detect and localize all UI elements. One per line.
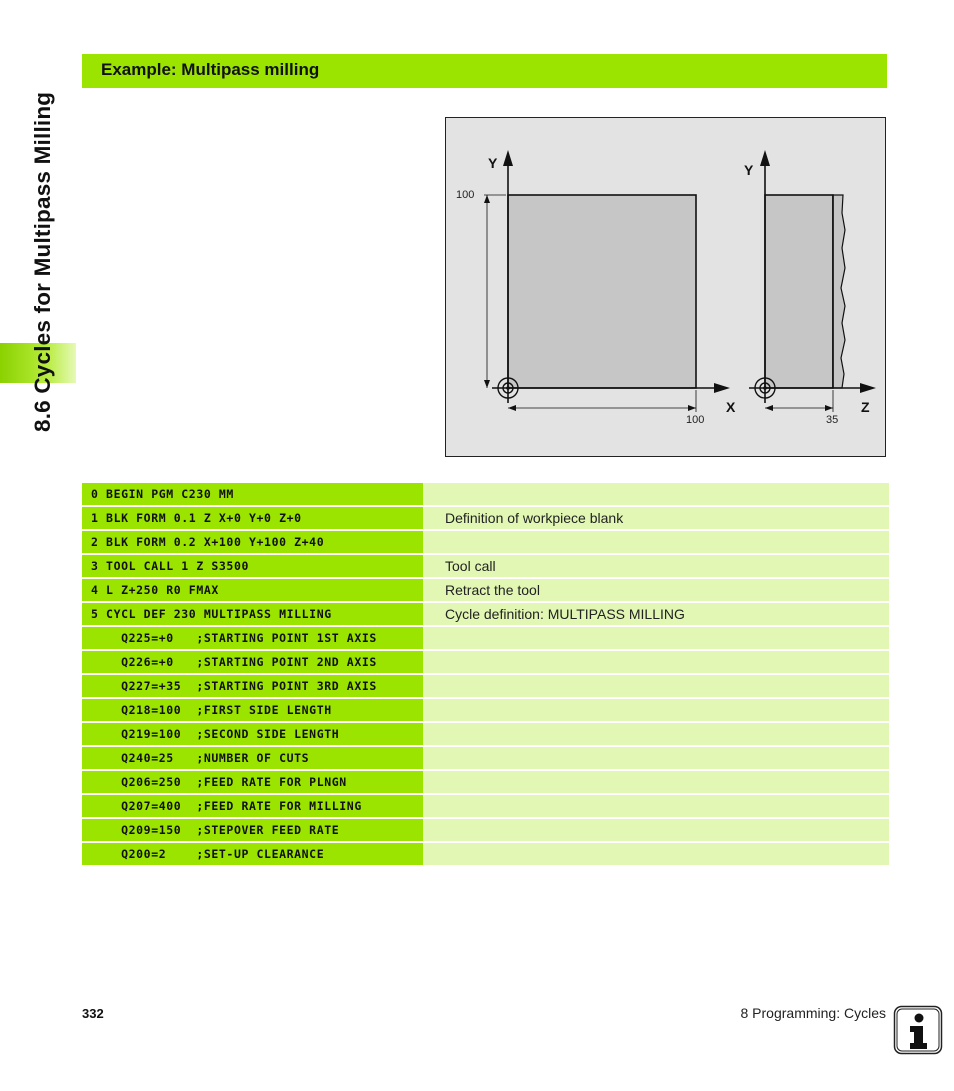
- program-row: [82, 795, 889, 817]
- x-axis-arrow: [714, 383, 730, 393]
- program-row: [82, 747, 889, 769]
- program-row: [82, 771, 889, 793]
- dim-vertical-arrow-bottom: [484, 380, 490, 388]
- program-description: [423, 819, 889, 841]
- program-description: [423, 723, 889, 745]
- program-description: [423, 675, 889, 697]
- program-code: 2 BLK FORM 0.2 X+100 Y+100 Z+40: [82, 531, 423, 553]
- program-code: Q240=25 ;NUMBER OF CUTS: [82, 747, 423, 769]
- info-icon: [893, 1005, 943, 1055]
- program-code: Q200=2 ;SET-UP CLEARANCE: [82, 843, 423, 865]
- program-description: Definition of workpiece blank: [423, 507, 889, 529]
- program-code: Q225=+0 ;STARTING POINT 1ST AXIS: [82, 627, 423, 649]
- program-row: [82, 843, 889, 865]
- dim-35-arrow-right: [825, 405, 833, 411]
- workpiece-zy-rect: [765, 195, 833, 388]
- z-axis-arrow: [860, 383, 876, 393]
- program-description: [423, 747, 889, 769]
- label-x-axis: X: [726, 399, 736, 415]
- program-row: [82, 507, 889, 529]
- program-description: [423, 843, 889, 865]
- workpiece-diagram: [445, 117, 886, 457]
- footer-chapter-title: 8 Programming: Cycles: [740, 1005, 886, 1021]
- label-dim-35: 35: [826, 414, 839, 426]
- program-code: 4 L Z+250 R0 FMAX: [82, 579, 423, 601]
- label-dim-100-vertical: 100: [456, 189, 475, 201]
- label-y-left: Y: [488, 155, 498, 171]
- section-heading: Example: Multipass milling: [101, 60, 320, 79]
- program-code: Q206=250 ;FEED RATE FOR PLNGN: [82, 771, 423, 793]
- program-row: [82, 651, 889, 673]
- page-number: 332: [82, 1006, 104, 1021]
- label-dim-100-horizontal: 100: [686, 414, 705, 426]
- program-code: Q209=150 ;STEPOVER FEED RATE: [82, 819, 423, 841]
- program-code: Q218=100 ;FIRST SIDE LENGTH: [82, 699, 423, 721]
- dim-vertical-arrow-top: [484, 195, 490, 203]
- workpiece-xy-rect: [508, 195, 696, 388]
- program-row: [82, 555, 889, 577]
- program-code: 0 BEGIN PGM C230 MM: [82, 483, 423, 505]
- program-code: 5 CYCL DEF 230 MULTIPASS MILLING: [82, 603, 423, 625]
- program-row: [82, 675, 889, 697]
- workpiece-zy-cut-edge: [833, 195, 845, 388]
- section-heading-bar: [82, 54, 887, 88]
- program-code: Q227=+35 ;STARTING POINT 3RD AXIS: [82, 675, 423, 697]
- program-code: 3 TOOL CALL 1 Z S3500: [82, 555, 423, 577]
- program-code: 1 BLK FORM 0.1 Z X+0 Y+0 Z+0: [82, 507, 423, 529]
- program-row: [82, 483, 889, 505]
- program-description: [423, 699, 889, 721]
- program-row: [82, 699, 889, 721]
- label-y-right: Y: [744, 162, 754, 178]
- program-description: Cycle definition: MULTIPASS MILLING: [423, 603, 889, 625]
- nc-program-table: [82, 483, 889, 867]
- program-row: [82, 627, 889, 649]
- program-row: [82, 531, 889, 553]
- program-description: [423, 651, 889, 673]
- program-description: [423, 531, 889, 553]
- program-description: Retract the tool: [423, 579, 889, 601]
- program-row: [82, 723, 889, 745]
- program-code: Q219=100 ;SECOND SIDE LENGTH: [82, 723, 423, 745]
- program-code: Q226=+0 ;STARTING POINT 2ND AXIS: [82, 651, 423, 673]
- program-row: [82, 579, 889, 601]
- program-description: [423, 795, 889, 817]
- program-description: [423, 483, 889, 505]
- label-z-axis: Z: [861, 399, 870, 415]
- chapter-side-title: 8.6 Cycles for Multipass Milling: [30, 91, 55, 432]
- origin-right-dot: [763, 386, 767, 390]
- dim-35-arrow-left: [765, 405, 773, 411]
- origin-left-dot: [506, 386, 510, 390]
- program-code: Q207=400 ;FEED RATE FOR MILLING: [82, 795, 423, 817]
- program-description: Tool call: [423, 555, 889, 577]
- program-description: [423, 627, 889, 649]
- program-description: [423, 771, 889, 793]
- y-axis-right-arrow: [760, 150, 770, 166]
- dim-horizontal-arrow-right: [688, 405, 696, 411]
- dim-horizontal-arrow-left: [508, 405, 516, 411]
- program-row: [82, 603, 889, 625]
- program-row: [82, 819, 889, 841]
- y-axis-left-arrow: [503, 150, 513, 166]
